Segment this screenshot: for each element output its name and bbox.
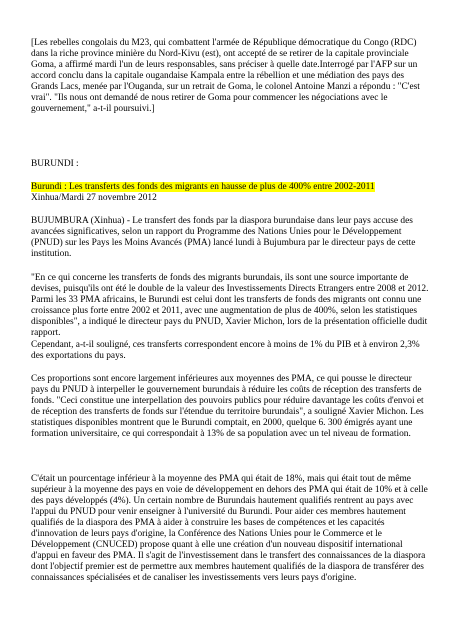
paragraph-3: Cependant, a-t-il souligné, ces transferts correspondent encore à moins de 1% du PIB et à environ 2,3% des exportations du pays. (31, 340, 420, 361)
section-heading: BURUNDI : (31, 159, 79, 169)
dateline: Xinhua/Mardi 27 novembre 2012 (31, 193, 157, 203)
intro-paragraph: [Les rebelles congolais du M23, qui combattent l'armée de République démocratique du Congo (RDC) dans la riche province minière du Nord-Kivu (est), ont accepté de se retirer de la capitale provinciale Goma, a affirmé mardi l'un de leurs responsables, sans préciser à quelle date.Interrogé par l'AFP sur un accord conclu dans la capitale ougandaise Kampala entre la rébellion et une médiation des pays des Grands Lacs, menée par l'Ouganda, sur un retrait de Goma, le colonel Antoine Manzi a répondu : "C'est vrai". "Ils nous ont demandé de nous retirer de Goma pour commencer les négociations avec le gouvernement," a-t-il poursuivi.] (31, 38, 420, 114)
paragraph-5: C'était un pourcentage inférieur à la moyenne des PMA qui était de 18%, mais qui était tout de même supérieur à la moyenne des pays en voie de développement en dehors des PMA qui était de 10% et à celle des pays développés (4%). Un certain nombre de Burundais hautement qualifiés rentrent au pays avec l'appui du PNUD pour venir enseigner à l'université du Burundi. Pour aider ces membres hautement qualifiés de la diaspora des PMA à aider à construire les bases de compétences et les capacités d'innovation de leurs pays d'origine, la Conférence des Nations Unies pour le Commerce et le Développement (CNUCED) propose quant à elle une création d'un nouveau dispositif international d'appui en faveur des PMA. Il s'agit de l'investissement dans le transfert des connaissances de la diaspora dont l'objectif premier est de permettre aux membres hautement qualifiés de la diaspora de transférer des connaissances spécialisées et de canaliser les investissements vers leurs pays d'origine. (31, 474, 428, 583)
paragraph-1: BUJUMBURA (Xinhua) - Le transfert des fonds par la diaspora burundaise dans leur pays accuse des avancées significatives, selon un rapport du Programme des Nations Unies pour le Développement (PNUD) sur les Pays les Moins Avancés (PMA) lancé lundi à Bujumbura par le directeur pays de cette institution. (31, 216, 416, 259)
paragraph-4: Ces proportions sont encore largement inférieures aux moyennes des PMA, ce qui pousse le directeur pays du PNUD à interpeller le gouvernement burundais à réduire les coûts de réception des transferts de fonds. "Ceci constitue une interpellation des pouvoirs publics pour réduire davantage les coûts d'envoi et de réception des transferts de fonds sur l'étendue du territoire burundais", a souligné Xavier Michon. Les statistiques disponibles montrent que le Burundi comptait, en 2000, quelque 6. 300 émigrés ayant une formation universitaire, ce qui correspondait à 13% de sa population avec un tel niveau de formation. (31, 374, 424, 439)
article-title: Burundi : Les transferts des fonds des migrants en hausse de plus de 400% entre 2002-2011 (31, 182, 375, 192)
paragraph-2: "En ce qui concerne les transferts de fonds des migrants burundais, ils sont une source importante de devises, puisqu'ils ont été le double de la valeur des Investissements Directs Etrangers entre 2008 et 2012. Parmi les 33 PMA africains, le Burundi est celui dont les transferts de fonds des migrants ont connu une croissance plus forte entre 2002 et 2011, avec une augmentation de plus de 400%, selon les statistiques disponibles", a indiqué le directeur pays du PNUD, Xavier Michon, lors de la présentation officielle dudit rapport. (31, 273, 429, 338)
article-header (31, 182, 431, 204)
